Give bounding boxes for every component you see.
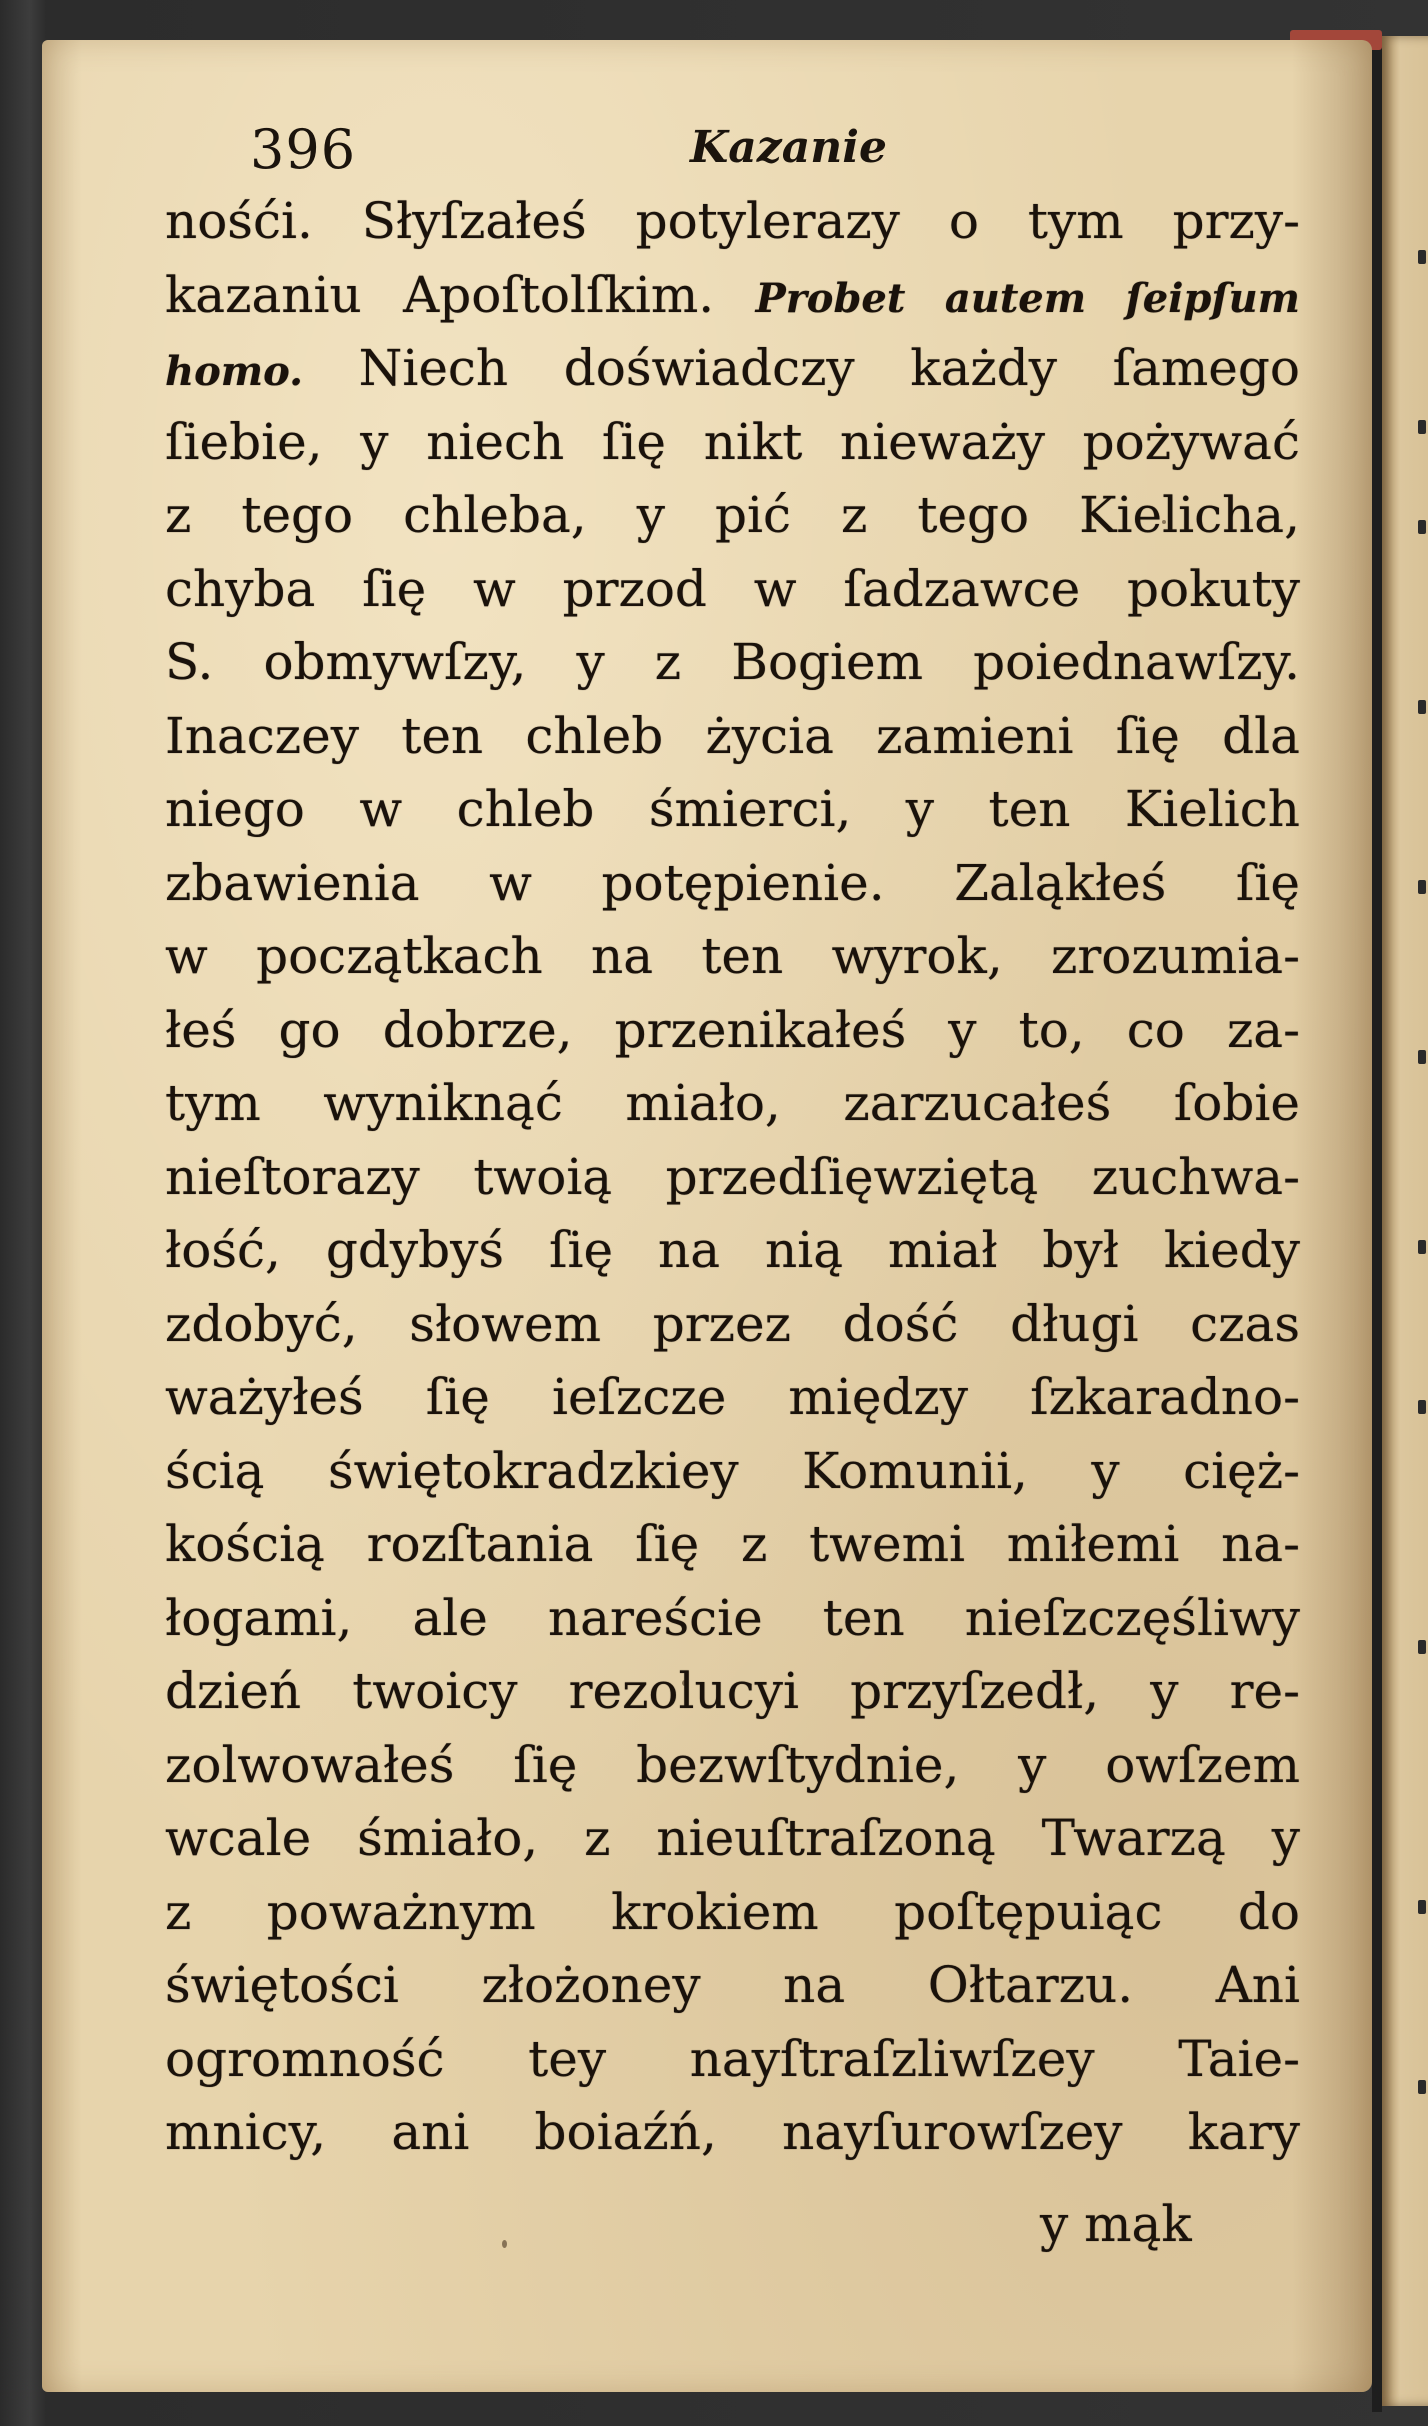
line-text: mnicy, ani boiaźń, nayſurowſzey kary (165, 2103, 1300, 2161)
sermon-text (165, 185, 1300, 2170)
text-line (165, 1067, 1300, 1141)
text-line (165, 920, 1300, 994)
line-text: S. obmywſzy, y z Bogiem poiednawſzy. (165, 633, 1300, 691)
text-line (165, 1361, 1300, 1435)
line-text: wcale śmiało, z nieuſtraſzoną Twarzą y (165, 1809, 1300, 1867)
line-text: ścią świętokradzkiey Komunii, y cięż- (165, 1441, 1300, 1500)
latin-quotation: homo. (165, 348, 303, 395)
line-text: tym wyniknąć miało, zarzucałeś ſobie (165, 1074, 1300, 1132)
text-line (165, 1876, 1300, 1950)
line-text: Inaczey ten chleb życia zamieni ſię dla (165, 706, 1300, 765)
line-text: nieſtorazy twoią przedſięwziętą zuchwa- (165, 1147, 1300, 1206)
text-line (165, 479, 1300, 553)
running-head: Kazanie (690, 122, 887, 173)
line-text: zolwowałeś ſię bezwſtydnie, y owſzem (165, 1735, 1300, 1794)
text-line (165, 553, 1300, 627)
line-text: z poważnym krokiem poſtępuiąc do (165, 1882, 1300, 1941)
page-header (0, 118, 1428, 188)
line-text: Niech doświadczy każdy ſamego (303, 339, 1300, 397)
line-text: łość, gdybyś ſię na nią miał był kiedy (165, 1221, 1300, 1279)
text-line (165, 1141, 1300, 1215)
text-line (165, 1655, 1300, 1729)
text-line (165, 1508, 1300, 1582)
latin-quotation: Probet autem ſeipſum (755, 274, 1301, 322)
text-line (165, 1802, 1300, 1876)
text-line (165, 185, 1300, 259)
line-text: zbawienia w potępienie. Zaląkłeś ſię (165, 853, 1300, 912)
line-text: kością rozſtania ſię z twemi miłemi na- (165, 1515, 1300, 1573)
line-text: łogami, ale nareście ten nieſzczęśliwy (165, 1588, 1300, 1647)
text-line (165, 2023, 1300, 2097)
text-line (165, 1214, 1300, 1288)
line-text: w początkach na ten wyrok, zrozumia- (165, 927, 1300, 985)
text-line (165, 626, 1300, 700)
text-line (165, 847, 1300, 921)
line-text: chyba ſię w przod w ſadzawce pokuty (165, 559, 1300, 618)
text-line (165, 2096, 1300, 2170)
line-text: ważyłeś ſię ieſzcze między ſzkaradno- (165, 1368, 1300, 1426)
line-text: zdobyć, słowem przez dość długi czas (165, 1294, 1300, 1353)
catchword: y mąk (1040, 2195, 1192, 2253)
line-text: dzień twoicy rezolucyi przyſzedł, y re- (165, 1662, 1300, 1720)
line-text: ſiebie, y niech ſię nikt nieważy pożywać (165, 412, 1300, 471)
text-line (165, 1435, 1300, 1509)
text-line (165, 1949, 1300, 2023)
text-line (165, 1288, 1300, 1362)
paper-speck (502, 2240, 507, 2248)
facing-page-edge (1382, 36, 1428, 2406)
line-text: z tego chleba, y pić z tego Kielicha, (165, 486, 1300, 544)
line-text: niego w chleb śmierci, y ten Kielich (165, 780, 1300, 838)
line-text: świętości złożoney na Ołtarzu. Ani (165, 1956, 1300, 2014)
line-text: kazaniu Apoſtolſkim. (165, 265, 715, 324)
text-line (165, 773, 1300, 847)
line-text: ogromność tey nayſtraſzliwſzey Taie- (165, 2029, 1300, 2088)
text-line (165, 1729, 1300, 1803)
text-line (165, 406, 1300, 480)
text-line (165, 700, 1300, 774)
text-line (165, 994, 1300, 1068)
page-number: 396 (250, 118, 357, 181)
text-line (165, 259, 1300, 333)
book-gutter (1372, 32, 1382, 2412)
line-text: nośći. Słyſzałeś potylerazy o tym przy- (165, 192, 1300, 250)
text-line (165, 1582, 1300, 1656)
line-text: łeś go dobrze, przenikałeś y to, co za- (165, 1000, 1300, 1059)
text-line (165, 332, 1300, 406)
